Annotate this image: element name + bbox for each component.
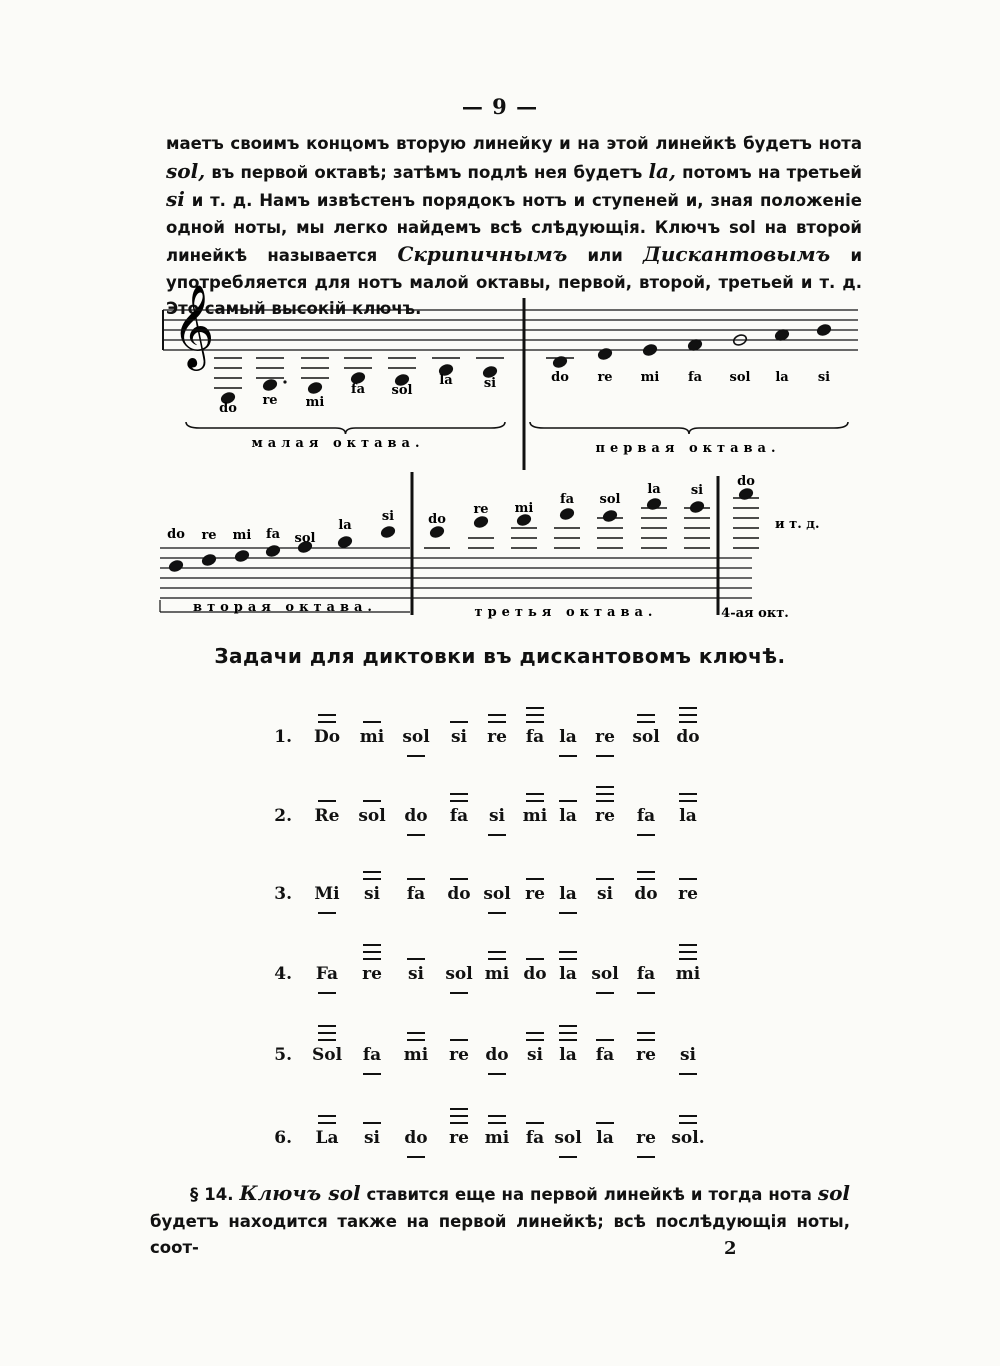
dictation-syllable: la (596, 1128, 614, 1148)
dictation-syllable: sol (445, 964, 473, 984)
octave-mark-above (488, 958, 506, 960)
label-fourth-octave: 4-ая окт. (721, 606, 789, 621)
dictation-syllable: re (595, 727, 615, 747)
octave-mark-above (679, 793, 697, 795)
octave-mark-above (679, 714, 697, 716)
dictation-syllable: fa (406, 884, 426, 904)
term-skripichnym: Скрипичнымъ (397, 242, 568, 266)
octave-mark-above (596, 1122, 614, 1124)
text-run: ставится еще на первой линейкѣ и тогда нота (360, 1185, 818, 1204)
octave-mark-above (488, 1122, 506, 1124)
note-head (816, 323, 831, 336)
octave-mark-above (679, 1122, 697, 1124)
note-label-do: do (167, 527, 185, 542)
octave-mark-above (526, 1122, 544, 1124)
dictation-syllable: re (595, 806, 615, 826)
note-label-re: re (201, 528, 217, 543)
dictation-syllable: re (449, 1045, 469, 1065)
dictation-syllable: sol. (671, 1128, 705, 1148)
note-head (642, 343, 657, 356)
dictation-syllable: mi (403, 1045, 429, 1065)
signature-mark: 2 (724, 1238, 737, 1259)
octave-mark-below (596, 992, 614, 994)
note-head (262, 378, 277, 391)
exercise-number: 1. (274, 727, 292, 747)
dictation-syllable: fa (525, 1128, 545, 1148)
octave-mark-below (637, 1156, 655, 1158)
note-label-sol: sol (391, 383, 413, 398)
text-run: и употребляется для нотъ малой октавы, первой, второй, третьей и т. д. Это самый высокій ключъ. (166, 246, 863, 318)
octave-mark-above (450, 1115, 468, 1117)
octave-mark-below (488, 834, 506, 836)
note-head (168, 559, 183, 572)
dictation-syllable: mi (675, 964, 701, 984)
italic-note-la: la, (648, 158, 676, 183)
etc-label: и т. д. (775, 517, 820, 532)
octave-mark-below (318, 912, 336, 914)
note-head (380, 525, 395, 538)
note-head (337, 535, 352, 548)
note-label-do: do (219, 401, 237, 416)
dictation-syllable: si (407, 964, 425, 984)
dictation-syllable: fa (636, 964, 656, 984)
task-title: Задачи для диктовки въ дискантовомъ ключѣ. (214, 644, 786, 668)
octave-mark-above (596, 1039, 614, 1041)
octave-mark-above (526, 1032, 544, 1034)
text-run: § 14. (190, 1185, 240, 1204)
dictation-syllable: do (523, 964, 547, 984)
octave-mark-above (450, 793, 468, 795)
term-diskantovym: Дискантовымъ (643, 242, 831, 266)
octave-mark-above (407, 1039, 425, 1041)
octave-mark-above (526, 1039, 544, 1041)
dictation-syllable: mi (484, 964, 510, 984)
dictation-syllable: do (485, 1045, 509, 1065)
exercise-number: 2. (274, 806, 292, 826)
octave-mark-above (450, 1039, 468, 1041)
octave-mark-above (526, 958, 544, 960)
octave-mark-above (559, 1032, 577, 1034)
dictation-syllable: re (636, 1128, 656, 1148)
note-head (559, 507, 574, 520)
note-head (201, 553, 216, 566)
octave-mark-above (488, 951, 506, 953)
dictation-syllable: sol (358, 806, 386, 826)
dictation-syllable: do (634, 884, 658, 904)
octave-mark-above (450, 1122, 468, 1124)
octave-mark-above (596, 786, 614, 788)
octave-mark-above (363, 871, 381, 873)
octave-mark-below (363, 1073, 381, 1075)
note-head (473, 515, 488, 528)
note-label-do: do (737, 474, 755, 489)
dictation-syllable: do (404, 806, 428, 826)
note-label-fa: fa (350, 382, 366, 397)
octave-mark-above (488, 1115, 506, 1117)
dictation-syllable: do (404, 1128, 428, 1148)
octave-mark-below (450, 992, 468, 994)
octave-mark-above (679, 721, 697, 723)
dictation-syllable: mi (484, 1128, 510, 1148)
dictation-syllable: sol (554, 1128, 582, 1148)
dictation-syllable: fa (362, 1045, 382, 1065)
octave-mark-above (363, 958, 381, 960)
term-klyuch-sol: Ключъ sol (239, 1181, 361, 1205)
octave-mark-above (637, 1039, 655, 1041)
octave-mark-above (407, 958, 425, 960)
note-label-si: si (483, 376, 497, 391)
dictation-syllable: la (559, 806, 577, 826)
octave-mark-above (318, 800, 336, 802)
note-head (597, 347, 612, 360)
text-run: и т. д. Намъ извѣстенъ порядокъ нотъ и ступеней и, зная положеніе одной ноты, мы легко найдемъ всѣ слѣдующія. Ключъ sol на второй линейкѣ называется (166, 191, 862, 265)
octave-mark-above (363, 721, 381, 723)
dictation-syllable: la (559, 884, 577, 904)
octave-mark-above (637, 871, 655, 873)
octave-mark-above (637, 878, 655, 880)
octave-mark-above (637, 1032, 655, 1034)
octave-mark-below (559, 1156, 577, 1158)
dictation-syllable: re (636, 1045, 656, 1065)
octave-mark-above (526, 721, 544, 723)
octave-mark-above (318, 714, 336, 716)
dictation-syllable: si (488, 806, 506, 826)
italic-note-sol: sol (817, 1181, 851, 1205)
exercise-number: 4. (274, 964, 292, 984)
section-14-paragraph (150, 1180, 850, 1262)
octave-mark-above (559, 958, 577, 960)
note-label-mi: mi (514, 501, 534, 516)
octave-mark-below (637, 834, 655, 836)
dictation-syllable: re (525, 884, 545, 904)
note-head (689, 500, 704, 513)
note-head (307, 381, 322, 394)
note-label-re: re (262, 393, 278, 408)
octave-mark-above (318, 1039, 336, 1041)
octave-mark-above (526, 714, 544, 716)
octave-mark-above (559, 951, 577, 953)
text-run: маетъ своимъ концомъ вторую линейку и на этой линейкѣ будетъ нота (166, 134, 862, 153)
octave-mark-above (679, 944, 697, 946)
treble-clef-icon: 𝄞 (172, 283, 215, 367)
dictation-syllable: fa (595, 1045, 615, 1065)
label-first-octave: первая октава. (595, 441, 781, 456)
octave-mark-above (637, 714, 655, 716)
octave-mark-above (526, 878, 544, 880)
exercise-number: 6. (274, 1128, 292, 1148)
octave-mark-above (559, 1039, 577, 1041)
octave-mark-above (450, 1108, 468, 1110)
octave-mark-below (488, 1073, 506, 1075)
octave-mark-above (363, 878, 381, 880)
note-label-mi: mi (640, 370, 660, 385)
exercise-number: 3. (274, 884, 292, 904)
dictation-syllable: mi (359, 727, 385, 747)
octave-mark-above (526, 707, 544, 709)
label-second-octave: вторая октава. (193, 600, 377, 615)
octave-mark-above (637, 721, 655, 723)
dictation-syllable: la (559, 727, 577, 747)
label-third-octave: третья октава. (474, 605, 658, 620)
note-label-si: si (817, 370, 831, 385)
text-run: или (567, 246, 644, 265)
octave-mark-above (596, 800, 614, 802)
note-label-si: si (381, 509, 395, 524)
italic-note-sol: sol, (166, 158, 206, 183)
note-label-la: la (647, 482, 661, 497)
octave-mark-above (679, 707, 697, 709)
octave-mark-below (407, 755, 425, 757)
dictation-syllable: re (678, 884, 698, 904)
octave-mark-above (450, 721, 468, 723)
text-run: потомъ на третьей (675, 162, 862, 182)
note-label-si: si (690, 483, 704, 498)
octave-mark-above (596, 793, 614, 795)
note-label-la: la (439, 373, 453, 388)
note-head (602, 509, 617, 522)
octave-mark-above (679, 958, 697, 960)
octave-mark-above (363, 951, 381, 953)
dictation-syllable: Do (313, 727, 341, 747)
octave-mark-above (559, 800, 577, 802)
dictation-syllable: mi (522, 806, 548, 826)
dictation-syllable: sol (632, 727, 660, 747)
octave-mark-above (407, 1032, 425, 1034)
dictation-syllable: do (676, 727, 700, 747)
octave-mark-below (318, 992, 336, 994)
octave-mark-above (679, 1115, 697, 1117)
dictation-syllable: fa (525, 727, 545, 747)
brace-small-octave (186, 422, 505, 434)
dictation-syllable: fa (449, 806, 469, 826)
note-label-fa: fa (559, 492, 575, 507)
octave-mark-above (318, 1025, 336, 1027)
octave-mark-below (596, 755, 614, 757)
note-label-re: re (597, 370, 613, 385)
dictation-syllable: re (362, 964, 382, 984)
octave-mark-above (679, 800, 697, 802)
octave-mark-above (679, 951, 697, 953)
note-label-la: la (338, 518, 352, 533)
dictation-syllable: re (487, 727, 507, 747)
octave-mark-above (318, 1115, 336, 1117)
dictation-syllable: Re (314, 806, 340, 826)
dictation-syllable: Mi (314, 884, 340, 904)
note-label-fa: fa (265, 527, 281, 542)
dictation-syllable: sol (591, 964, 619, 984)
note-label-mi: mi (232, 528, 252, 543)
music-examples (0, 0, 1000, 640)
note-label-do: do (428, 512, 446, 527)
note-label-la: la (775, 370, 789, 385)
page-number: — 9 — (461, 94, 539, 119)
note-label-sol: sol (599, 492, 621, 507)
dictation-syllable: re (449, 1128, 469, 1148)
dictation-syllable: do (447, 884, 471, 904)
brace-first-octave (530, 422, 848, 434)
dictation-syllable: si (363, 884, 381, 904)
octave-mark-above (488, 721, 506, 723)
dictation-syllable: si (363, 1128, 381, 1148)
octave-mark-above (450, 800, 468, 802)
note-label-re: re (473, 502, 489, 517)
note-label-sol: sol (294, 531, 316, 546)
octave-mark-above (526, 793, 544, 795)
octave-mark-above (363, 800, 381, 802)
dictation-syllable: si (596, 884, 614, 904)
octave-mark-above (679, 878, 697, 880)
dictation-syllable: la (559, 964, 577, 984)
dictation-syllable: fa (636, 806, 656, 826)
dictation-syllable: la (559, 1045, 577, 1065)
italic-note-si: si (166, 187, 185, 211)
octave-mark-above (318, 1122, 336, 1124)
dictation-syllable: Sol (311, 1045, 343, 1065)
note-head (234, 549, 249, 562)
octave-mark-below (407, 834, 425, 836)
octave-mark-below (679, 1073, 697, 1075)
dictation-syllable: si (526, 1045, 544, 1065)
octave-mark-above (526, 800, 544, 802)
octave-mark-above (318, 721, 336, 723)
note-label-do: do (551, 370, 569, 385)
dictation-syllable: si (450, 727, 468, 747)
note-head (429, 525, 444, 538)
text-run: въ первой октавѣ; затѣмъ подлѣ нея будетъ (205, 162, 649, 182)
dictation-syllable: si (679, 1045, 697, 1065)
note-label-mi: mi (305, 395, 325, 410)
dictation-syllable: sol (483, 884, 511, 904)
note-label-sol: sol (729, 370, 751, 385)
octave-mark-above (596, 878, 614, 880)
octave-mark-above (450, 878, 468, 880)
note-label-fa: fa (687, 370, 703, 385)
octave-mark-below (559, 755, 577, 757)
octave-mark-above (407, 878, 425, 880)
note-head (265, 544, 280, 557)
octave-mark-below (488, 912, 506, 914)
octave-mark-below (559, 912, 577, 914)
octave-mark-below (407, 1156, 425, 1158)
octave-mark-above (363, 944, 381, 946)
octave-mark-above (559, 1025, 577, 1027)
dictation-syllable: Fa (315, 964, 339, 984)
dictation-syllable: sol (402, 727, 430, 747)
exercise-number: 5. (274, 1045, 292, 1065)
octave-mark-above (488, 714, 506, 716)
label-small-octave: малая октава. (251, 436, 425, 451)
dictation-syllable: la (679, 806, 697, 826)
octave-mark-above (318, 1032, 336, 1034)
octave-mark-above (363, 1122, 381, 1124)
text-run: будетъ находится также на первой линейкѣ; всѣ послѣдующія ноты, соот- (150, 1211, 850, 1257)
dictation-syllable: La (315, 1128, 339, 1148)
dot-mark (283, 380, 286, 383)
octave-mark-below (637, 992, 655, 994)
